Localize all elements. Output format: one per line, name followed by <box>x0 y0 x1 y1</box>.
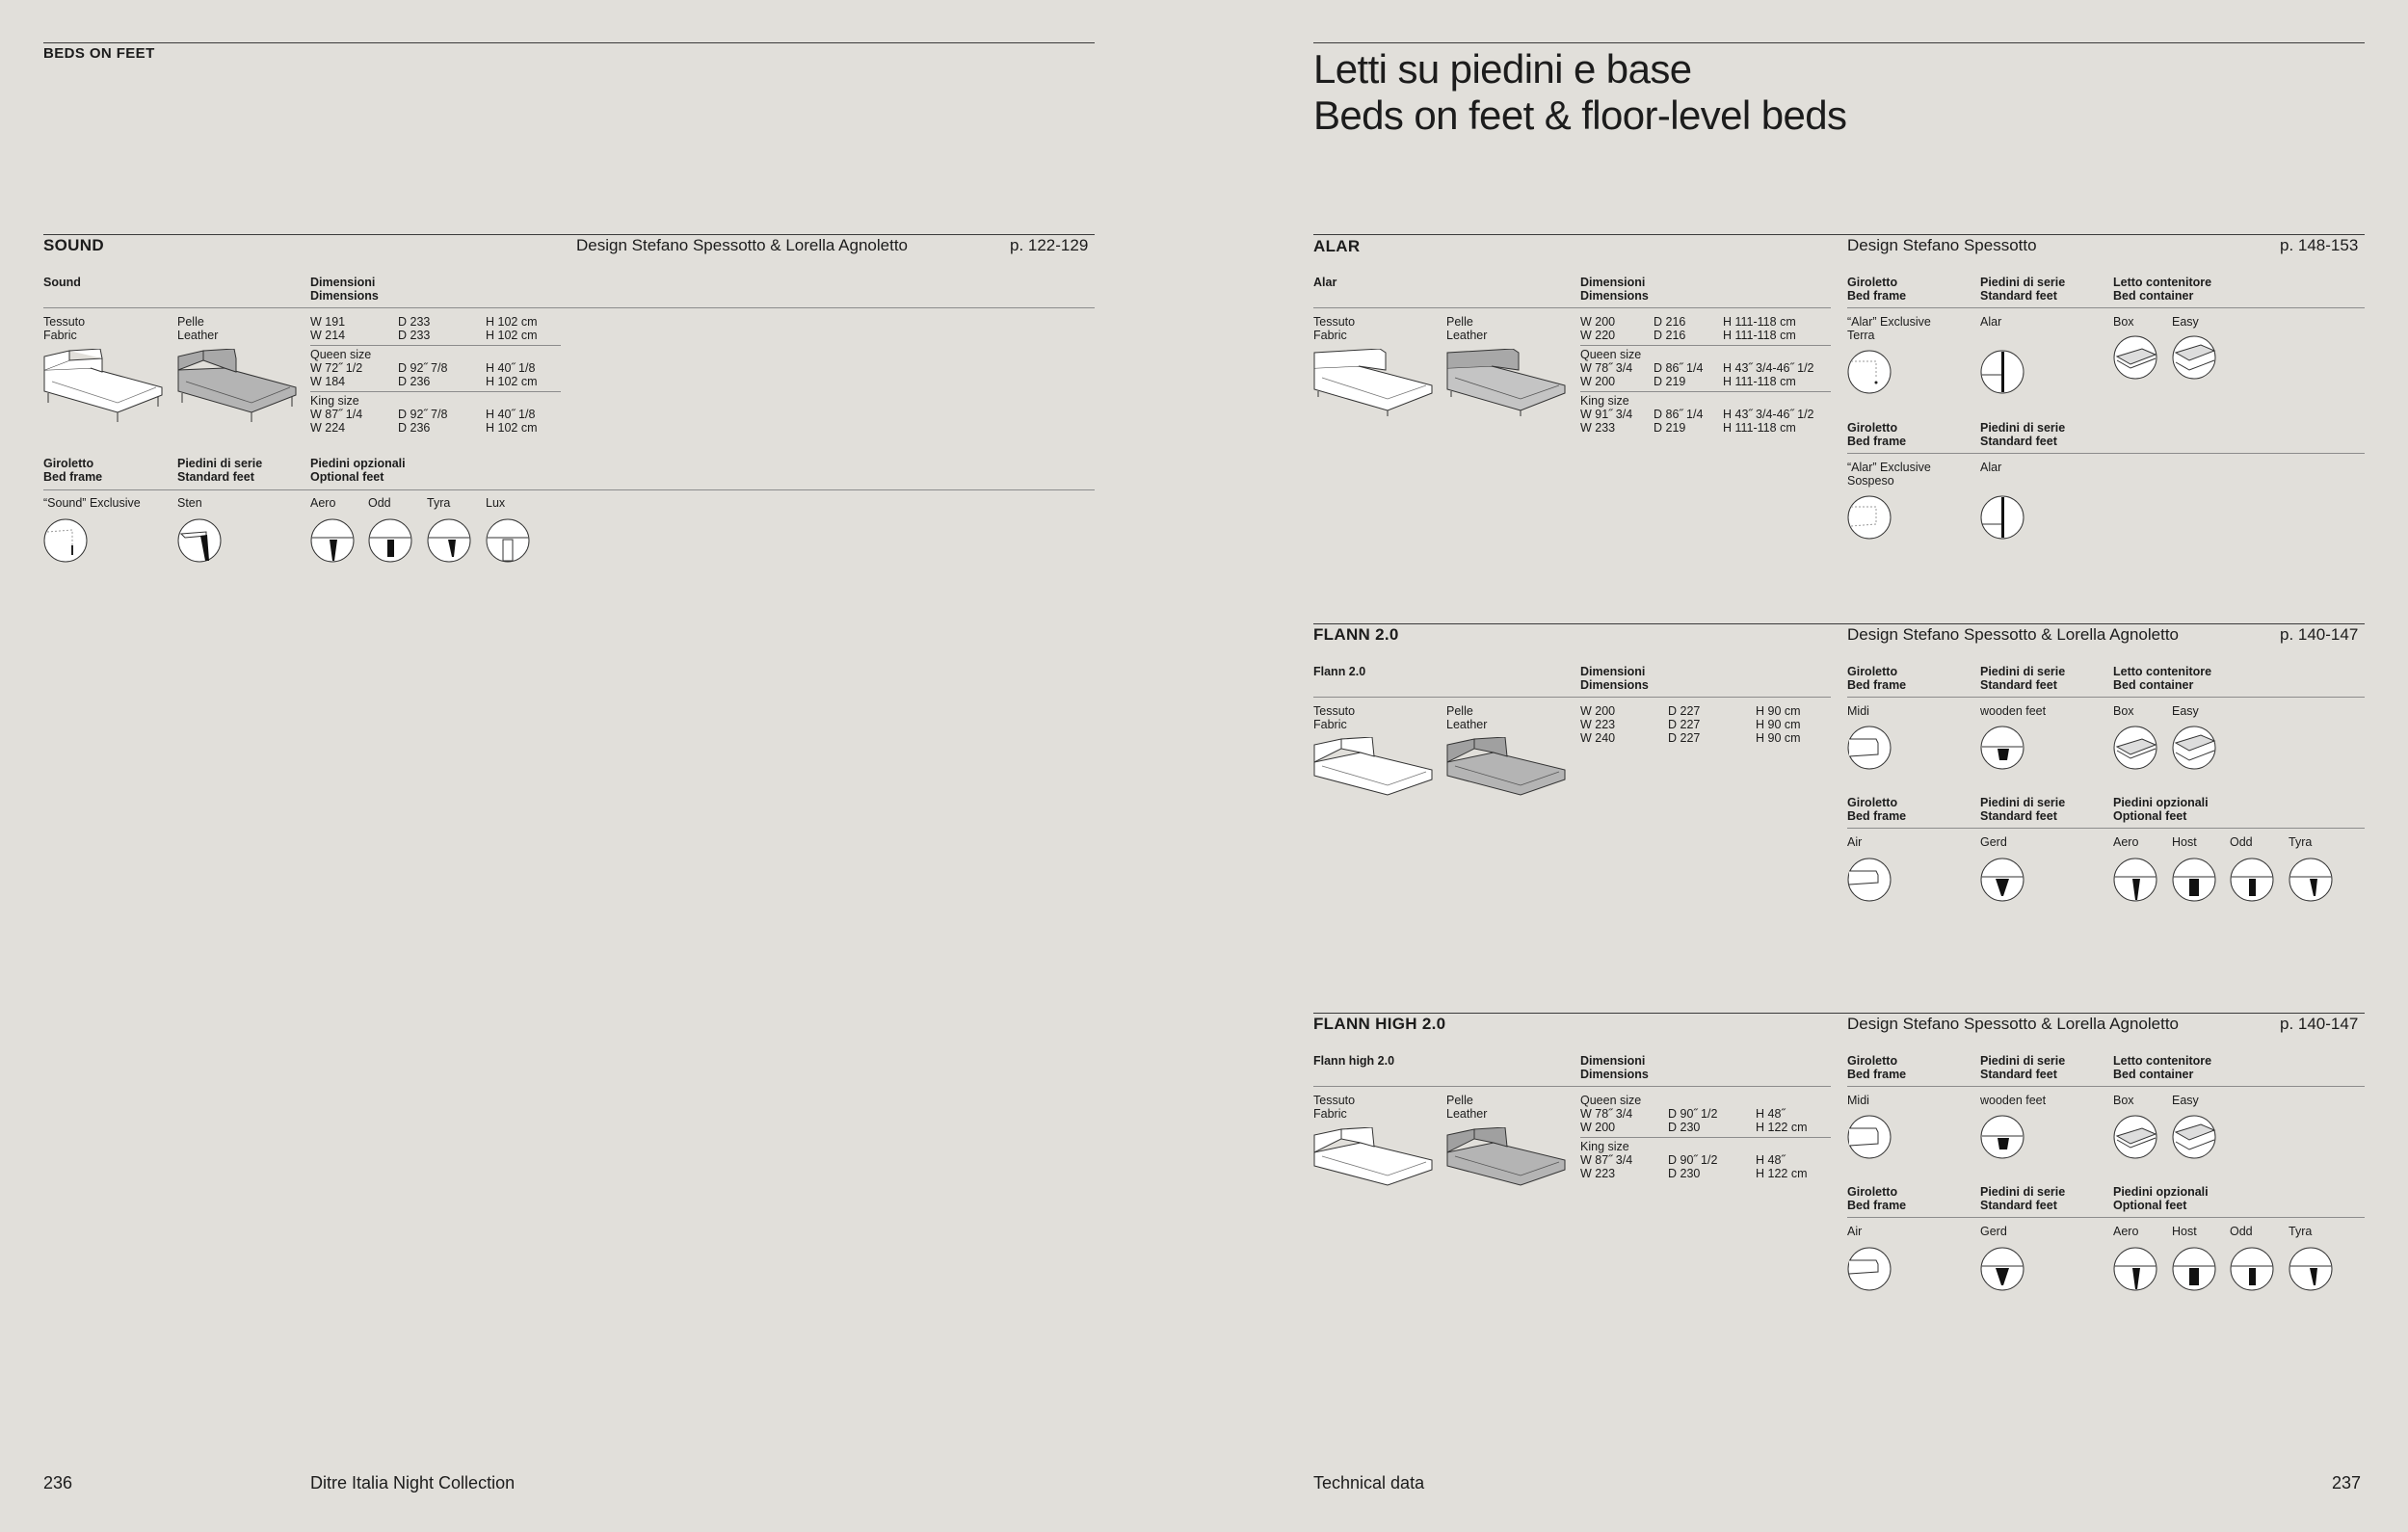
flannhigh-air-frame-icon <box>1847 1247 1892 1291</box>
flann-options-divider-2 <box>1847 828 2365 829</box>
alar-pages: p. 148-153 <box>2280 236 2359 254</box>
sound-queen-label: Queen size <box>310 348 372 361</box>
sound-opt-tyra-icon <box>427 518 471 563</box>
alar-dim-d-3: D 86˝ 1/4 D 219 <box>1654 408 1704 435</box>
flannhigh-easy-container-icon <box>2172 1115 2216 1159</box>
alar-dim-h-3: H 43˝ 3/4-46˝ 1/2 H 111-118 cm <box>1723 408 1814 435</box>
flannhigh-std-label: Piedini di serie Standard feet <box>1980 1054 2066 1081</box>
sound-opt-label: Piedini opzionali Optional feet <box>310 457 406 484</box>
alar-sospeso-frame-icon <box>1847 495 1892 540</box>
alar-title: ALAR <box>1313 237 1361 255</box>
section-header: BEDS ON FEET <box>43 45 155 62</box>
top-rule <box>1313 42 2365 43</box>
flannhigh-title: FLANN HIGH 2.0 <box>1313 1015 1446 1033</box>
flann-rule <box>1313 623 2365 624</box>
flannhigh-frame2-value: Air <box>1847 1225 1863 1238</box>
dim-divider <box>1580 391 1831 392</box>
flannhigh-designer: Design Stefano Spessotto & Lorella Agnoletto <box>1847 1015 2180 1033</box>
flann-divider <box>1313 697 1831 698</box>
flannhigh-tyra-icon <box>2289 1247 2333 1291</box>
sound-fabric-bed-drawing <box>42 349 166 424</box>
alar-frame-label: Giroletto Bed frame <box>1847 276 1907 303</box>
flannhigh-dim-h-1: H 48˝ H 122 cm <box>1756 1107 1808 1134</box>
left-page-number: 236 <box>43 1473 73 1492</box>
flannhigh-easy-label: Easy <box>2172 1094 2199 1107</box>
sound-frame-label: Giroletto Bed frame <box>43 457 103 484</box>
flannhigh-frame1-value: Midi <box>1847 1094 1869 1107</box>
flann-title: FLANN 2.0 <box>1313 625 1399 644</box>
flann-dim-w: W 200 W 223 W 240 <box>1580 704 1616 745</box>
dim-divider <box>310 345 561 346</box>
page-title-en: Beds on feet & floor-level beds <box>1313 92 1847 138</box>
flannhigh-dim-w-1: W 78˝ 3/4 W 200 <box>1580 1107 1633 1134</box>
sound-opt-tyra: Tyra <box>427 496 451 510</box>
alar-frame2-label: Giroletto Bed frame <box>1847 421 1907 448</box>
flannhigh-dim-d-1: D 90˝ 1/2 D 230 <box>1668 1107 1718 1134</box>
flannhigh-king-label: King size <box>1580 1140 1629 1153</box>
flannhigh-model: Flann high 2.0 <box>1313 1054 1395 1068</box>
alar-frame2-value: “Alar” Exclusive Sospeso <box>1847 461 1931 488</box>
flannhigh-divider <box>1313 1086 1831 1087</box>
alar-fabric-bed-drawing <box>1312 349 1436 424</box>
sound-dim-w-3: W 87˝ 1/4 W 224 <box>310 408 363 435</box>
alar-options-divider-2 <box>1847 453 2365 454</box>
alar-dim-label: Dimensioni Dimensions <box>1580 276 1649 303</box>
dim-divider <box>1580 345 1831 346</box>
sound-title: SOUND <box>43 236 104 254</box>
flann-frame2-value: Air <box>1847 835 1863 849</box>
sound-dim-w-2: W 72˝ 1/2 W 184 <box>310 361 363 388</box>
alar-dim-w-2: W 78˝ 3/4 W 200 <box>1580 361 1633 388</box>
flannhigh-opt-aero: Aero <box>2113 1225 2139 1238</box>
left-footer-title: Ditre Italia Night Collection <box>310 1473 516 1492</box>
flann-frame-label: Giroletto Bed frame <box>1847 665 1907 692</box>
flann-container-label: Letto contenitore Bed container <box>2113 665 2212 692</box>
top-rule <box>43 42 1095 43</box>
flann-opt-odd: Odd <box>2230 835 2253 849</box>
sound-designer: Design Stefano Spessotto & Lorella Agnoletto <box>576 236 909 254</box>
flann-opt-host: Host <box>2172 835 2197 849</box>
sound-opt-aero-icon <box>310 518 355 563</box>
alar-queen-label: Queen size <box>1580 348 1642 361</box>
flann-easy-label: Easy <box>2172 704 2199 718</box>
flann-midi-frame-icon <box>1847 726 1892 770</box>
flann-tyra-icon <box>2289 858 2333 902</box>
flannhigh-pages: p. 140-147 <box>2280 1015 2359 1033</box>
alar-options-divider <box>1847 307 2365 308</box>
flann-opt-label: Piedini opzionali Optional feet <box>2113 796 2209 823</box>
sound-pages: p. 122-129 <box>1010 236 1089 254</box>
flannhigh-options-divider <box>1847 1086 2365 1087</box>
sound-opt-lux-icon <box>486 518 530 563</box>
flannhigh-queen-label: Queen size <box>1580 1094 1642 1107</box>
alar-std-label: Piedini di serie Standard feet <box>1980 276 2066 303</box>
flann-host-icon <box>2172 858 2216 902</box>
alar-dim-h-2: H 43˝ 3/4-46˝ 1/2 H 111-118 cm <box>1723 361 1814 388</box>
flannhigh-leather-label: Pelle Leather <box>1446 1094 1488 1121</box>
alar-rule <box>1313 234 2365 235</box>
sound-dim-h-1: H 102 cm H 102 cm <box>486 315 538 342</box>
alar-dim-w-1: W 200 W 220 <box>1580 315 1616 342</box>
flann-dim-d: D 227 D 227 D 227 <box>1668 704 1701 745</box>
right-page-number: 237 <box>2332 1473 2362 1492</box>
sound-divider <box>43 307 1095 308</box>
flann-dim-label: Dimensioni Dimensions <box>1580 665 1649 692</box>
sound-dim-h-3: H 40˝ 1/8 H 102 cm <box>486 408 538 435</box>
alar-dim-h-1: H 111-118 cm H 111-118 cm <box>1723 315 1796 342</box>
right-footer-title: Technical data <box>1313 1473 1425 1492</box>
flannhigh-aero-icon <box>2113 1247 2157 1291</box>
flannhigh-frame-label: Giroletto Bed frame <box>1847 1054 1907 1081</box>
flannhigh-std1-value: wooden feet <box>1980 1094 2047 1107</box>
sound-model: Sound <box>43 276 81 289</box>
flann-gerd-feet-icon <box>1980 858 2024 902</box>
flannhigh-dim-d-2: D 90˝ 1/2 D 230 <box>1668 1153 1718 1180</box>
dim-divider <box>310 391 561 392</box>
sound-std-label: Piedini di serie Standard feet <box>177 457 263 484</box>
alar-frame1-value: “Alar” Exclusive Terra <box>1847 315 1931 342</box>
sound-options-divider <box>43 489 1095 490</box>
flannhigh-options-divider-2 <box>1847 1217 2365 1218</box>
sound-std-value: Sten <box>177 496 202 510</box>
flann-easy-container-icon <box>2172 726 2216 770</box>
flannhigh-gerd-feet-icon <box>1980 1247 2024 1291</box>
flann-air-frame-icon <box>1847 858 1892 902</box>
sound-frame-value: “Sound” Exclusive <box>43 496 141 510</box>
flann-pages: p. 140-147 <box>2280 625 2359 644</box>
flannhigh-opt-tyra: Tyra <box>2289 1225 2313 1238</box>
alar-terra-frame-icon <box>1847 350 1892 394</box>
flannhigh-dim-w-2: W 87˝ 3/4 W 223 <box>1580 1153 1633 1180</box>
flannhigh-box-label: Box <box>2113 1094 2134 1107</box>
flann-frame1-value: Midi <box>1847 704 1869 718</box>
sound-frame-icon <box>43 518 88 563</box>
alar-fabric-label: Tessuto Fabric <box>1313 315 1356 342</box>
flann-fabric-label: Tessuto Fabric <box>1313 704 1356 731</box>
flann-model: Flann 2.0 <box>1313 665 1366 678</box>
alar-easy-container-icon <box>2172 335 2216 380</box>
page-title-it: Letti su piedini e base <box>1313 46 1692 92</box>
flann-odd-icon <box>2230 858 2274 902</box>
sound-dim-d-1: D 233 D 233 <box>398 315 431 342</box>
alar-std-foot-icon-2 <box>1980 495 2024 540</box>
sound-dim-label: Dimensioni Dimensions <box>310 276 379 303</box>
flann-box-container-icon <box>2113 726 2157 770</box>
flannhigh-opt-odd: Odd <box>2230 1225 2253 1238</box>
dim-divider <box>1580 1137 1831 1138</box>
sound-rule <box>43 234 1095 235</box>
sound-opt-odd-icon <box>368 518 412 563</box>
flann-leather-label: Pelle Leather <box>1446 704 1488 731</box>
flannhigh-dim-h-2: H 48˝ H 122 cm <box>1756 1153 1808 1180</box>
flann-opt-tyra: Tyra <box>2289 835 2313 849</box>
flannhigh-rule <box>1313 1013 2365 1014</box>
flannhigh-host-icon <box>2172 1247 2216 1291</box>
flann-wooden-feet-icon <box>1980 726 2024 770</box>
sound-leather-label: Pelle Leather <box>177 315 219 342</box>
flann-aero-icon <box>2113 858 2157 902</box>
flann-std1-value: wooden feet <box>1980 704 2047 718</box>
flann-std2-label: Piedini di serie Standard feet <box>1980 796 2066 823</box>
alar-box-container-icon <box>2113 335 2157 380</box>
flannhigh-leather-bed-drawing <box>1445 1127 1569 1202</box>
alar-std-foot-icon <box>1980 350 2024 394</box>
flannhigh-opt-label: Piedini opzionali Optional feet <box>2113 1185 2209 1212</box>
flann-designer: Design Stefano Spessotto & Lorella Agnoletto <box>1847 625 2180 644</box>
flann-std-label: Piedini di serie Standard feet <box>1980 665 2066 692</box>
flannhigh-midi-frame-icon <box>1847 1115 1892 1159</box>
sound-king-label: King size <box>310 394 359 408</box>
flann-box-label: Box <box>2113 704 2134 718</box>
flannhigh-std2-label: Piedini di serie Standard feet <box>1980 1185 2066 1212</box>
sound-dim-d-2: D 92˝ 7/8 D 236 <box>398 361 448 388</box>
alar-dim-d-2: D 86˝ 1/4 D 219 <box>1654 361 1704 388</box>
alar-std2-value: Alar <box>1980 461 2002 474</box>
sound-opt-lux: Lux <box>486 496 506 510</box>
flann-options-divider <box>1847 697 2365 698</box>
alar-model: Alar <box>1313 276 1337 289</box>
alar-leather-label: Pelle Leather <box>1446 315 1488 342</box>
alar-king-label: King size <box>1580 394 1629 408</box>
flannhigh-dim-label: Dimensioni Dimensions <box>1580 1054 1649 1081</box>
flannhigh-fabric-bed-drawing <box>1312 1127 1436 1202</box>
flann-dim-h: H 90 cm H 90 cm H 90 cm <box>1756 704 1801 745</box>
alar-box-label: Box <box>2113 315 2134 329</box>
flann-leather-bed-drawing <box>1445 737 1569 812</box>
alar-leather-bed-drawing <box>1445 349 1569 424</box>
sound-dim-h-2: H 40˝ 1/8 H 102 cm <box>486 361 538 388</box>
sound-fabric-label: Tessuto Fabric <box>43 315 86 342</box>
sound-opt-aero: Aero <box>310 496 336 510</box>
alar-std2-label: Piedini di serie Standard feet <box>1980 421 2066 448</box>
flann-frame2-label: Giroletto Bed frame <box>1847 796 1907 823</box>
flannhigh-box-container-icon <box>2113 1115 2157 1159</box>
alar-divider <box>1313 307 1831 308</box>
flann-fabric-bed-drawing <box>1312 737 1436 812</box>
alar-std1-value: Alar <box>1980 315 2002 329</box>
flannhigh-wooden-feet-icon <box>1980 1115 2024 1159</box>
alar-container-label: Letto contenitore Bed container <box>2113 276 2212 303</box>
sound-std-sten-icon <box>177 518 222 563</box>
flannhigh-container-label: Letto contenitore Bed container <box>2113 1054 2212 1081</box>
alar-dim-d-1: D 216 D 216 <box>1654 315 1686 342</box>
alar-designer: Design Stefano Spessotto <box>1847 236 2037 254</box>
flannhigh-opt-host: Host <box>2172 1225 2197 1238</box>
flann-std2-value: Gerd <box>1980 835 2007 849</box>
flannhigh-fabric-label: Tessuto Fabric <box>1313 1094 1356 1121</box>
sound-leather-bed-drawing <box>176 349 300 424</box>
alar-dim-w-3: W 91˝ 3/4 W 233 <box>1580 408 1633 435</box>
flann-opt-aero: Aero <box>2113 835 2139 849</box>
sound-opt-odd: Odd <box>368 496 391 510</box>
flannhigh-odd-icon <box>2230 1247 2274 1291</box>
sound-dim-w-1: W 191 W 214 <box>310 315 346 342</box>
alar-easy-label: Easy <box>2172 315 2199 329</box>
flannhigh-std2-value: Gerd <box>1980 1225 2007 1238</box>
sound-dim-d-3: D 92˝ 7/8 D 236 <box>398 408 448 435</box>
flannhigh-frame2-label: Giroletto Bed frame <box>1847 1185 1907 1212</box>
